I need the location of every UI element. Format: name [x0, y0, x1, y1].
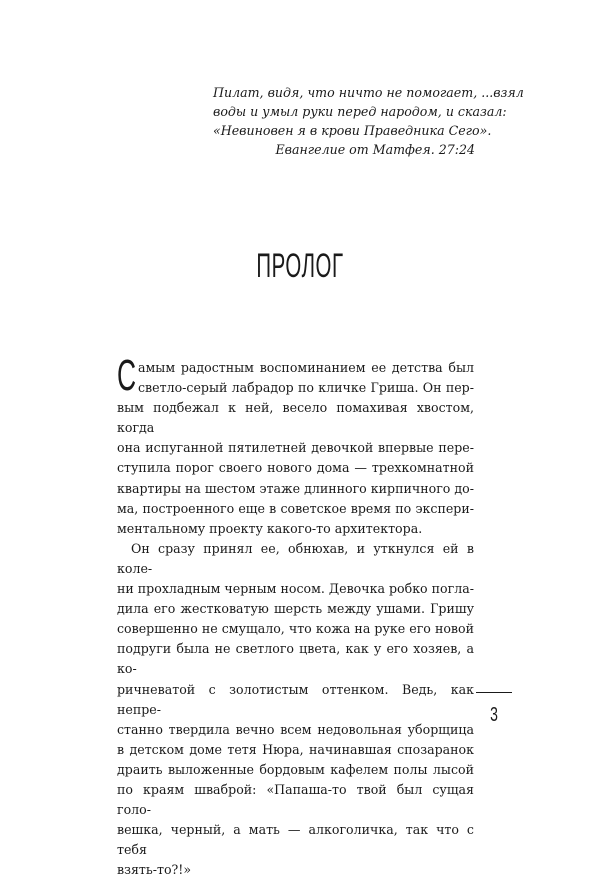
- text-line: станно твердила вечно всем недовольная уборщица: [117, 721, 474, 737]
- text-line: ма, построенного еще в советское время по экспери-: [117, 500, 474, 516]
- text-line: дила его жестковатую шерсть между ушами. Гришу: [117, 601, 474, 617]
- text-line: Он сразу принял ее, обнюхав, и уткнулся ей в коле-: [117, 540, 474, 576]
- text-line: светло-серый лабрадор по кличке Гриша. Он пер-: [138, 380, 474, 396]
- text-line: ричневатой с золотистым оттенком. Ведь, как непре-: [117, 681, 474, 717]
- text-line: в детском доме тетя Нюра, начинавшая спозаранок: [117, 741, 474, 757]
- text-line: совершенно не смущало, что кожа на руке его новой: [117, 621, 474, 637]
- paragraph-1: [117, 351, 474, 539]
- folio-rule: [476, 692, 512, 693]
- epigraph: [213, 83, 524, 159]
- epigraph-source: Евангелие от Матфея. 27:24: [275, 142, 475, 157]
- text-line: ментальному проекту какого-то архитектора.: [117, 520, 423, 536]
- text-line: драить выложенные бордовым кафелем полы лысой: [117, 761, 474, 777]
- epigraph-line: «Невиновен я в крови Праведника Сего».: [213, 123, 492, 138]
- text-line: по краям шваброй: «Папаша-то твой был сущая голо-: [117, 781, 474, 818]
- text-line: вым подбежал к ней, весело помахивая хвостом, когда: [117, 400, 474, 436]
- epigraph-line: Пилат, видя, что ничто не помогает, ...взял: [213, 85, 524, 100]
- text-line: ни прохладным черным носом. Девочка робко погла-: [117, 581, 474, 597]
- drop-cap: С: [117, 351, 137, 400]
- epigraph-line: воды и умыл руки перед народом, и сказал:: [213, 104, 507, 119]
- text-line: квартиры на шестом этаже длинного кирпичного до-: [117, 480, 474, 496]
- body-text: [117, 351, 474, 880]
- text-line: она испуганной пятилетней девочкой впервые пере-: [117, 440, 474, 456]
- text-line: взять-то?!»: [117, 862, 192, 878]
- text-line: подруги была не светлого цвета, как у его хозяев, а ко-: [117, 641, 474, 677]
- chapter-title: ПРОЛОГ: [256, 247, 344, 285]
- paragraph-2: [117, 539, 474, 880]
- text-line: ступила порог своего нового дома — трехкомнатной: [117, 460, 474, 476]
- text-line: вешка, черный, а мать — алкоголичка, так что с тебя: [117, 822, 474, 858]
- page-number: 3: [490, 704, 498, 726]
- text-line: амым радостным воспоминанием ее детства был: [138, 360, 474, 375]
